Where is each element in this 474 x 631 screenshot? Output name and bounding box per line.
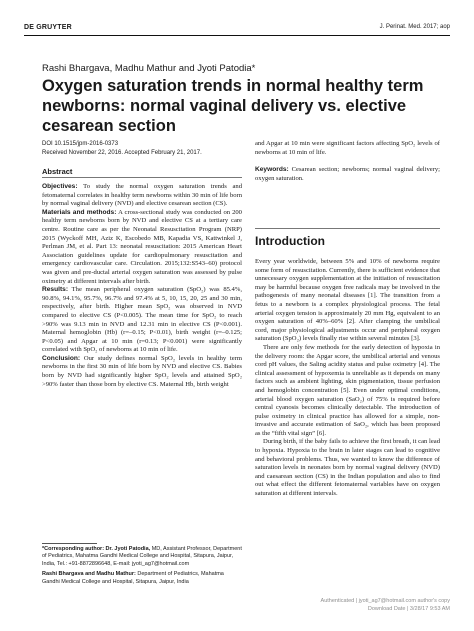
abstract-body [42, 183, 242, 389]
coauthor-label: Rashi Bhargava and Madhu Mathur: [42, 571, 136, 578]
objectives-label: Objectives: [42, 183, 78, 190]
abstract-conclusion [42, 355, 242, 389]
download-watermark [321, 597, 450, 613]
abstract-results [42, 286, 242, 355]
abstract-continuation [255, 140, 440, 183]
footnotes [42, 546, 242, 589]
introduction-heading: Introduction [255, 234, 325, 248]
doi[interactable]: DOI 10.1515/jpm-2016-0373 [42, 141, 119, 147]
watermark-authenticated: Authenticated | jyoti_ag7@hotmail.com author's copy [320, 598, 450, 604]
conclusion-label: Conclusion: [42, 354, 81, 362]
publisher-name: DE GRUYTER [24, 24, 72, 31]
objectives-text: To study the normal oxygen saturation trends and fetomaternal correlates in healthy term newborns within 30 min of life born by normal vaginal delivery (NVD) and elective cesarean section (CS). [42, 183, 242, 208]
coauthor-affiliation-text: Department of Pediatrics, Mahatma Gandhi Medical College and Hospital, Sitapura, Jaipur, India [42, 571, 224, 585]
received-accepted-dates: Received November 22, 2016. Accepted February 21, 2017. [42, 149, 202, 156]
article-title: Oxygen saturation trends in normal healthy term newborns: normal vaginal delivery vs. elective cesarean section [42, 77, 424, 135]
intro-paragraph: Every year worldwide, between 5% and 10% of newborns require some form of resuscitation. Currently, there is sufficient evidence that unnecessary oxygen supplementation at the initiation of resuscitation may be harmful because oxygen free radicals may be involved in the pathogenesis of many neonatal diseases [1]. The transition from a fetus to a newborn is a complex physiological process. The fetal arterial oxygen tension is approximately 20 mm Hg, equivalent to an oxygen saturation of 40%–60% [2]. After clamping the umbilical cord, major physiological adjustments occur and peripheral oxygen saturation (SpO₂) levels finally rise within several minutes [3]. [255, 258, 440, 343]
introduction-divider [255, 228, 440, 229]
results-text: The mean peripheral oxygen saturation (SpO₂) was 85.4%, 90.8%, 94.1%, 95.7%, 96.7% and 97.4% at 5, 10, 15, 20, 25 and 30 min, respectively, after birth. Higher mean SpO₂ was observed in NVD compared to elective CS (P<0.005). The mean time for SpO₂ to reach >90% was 9.13 min in NVD and 12.31 min in elective CS (P<0.001). Maternal hemoglobin (Hb) (r=–0.15; P<0.01), birth weight (r=–0.125; P<0.05) and Apgar at 10 min (r=0.13; P<0.001) were significantly correlated with SpO₂ of newborns at 10 min of life. [42, 286, 242, 354]
author-list: Rashi Bhargava, Madhu Mathur and Jyoti Patodia* [42, 63, 256, 74]
results-label: Results: [42, 286, 69, 294]
article-meta [42, 140, 242, 157]
journal-citation: J. Perinat. Med. 2017; aop [379, 24, 450, 30]
header-divider [24, 35, 450, 36]
watermark-download-date: Download Date | 3/28/17 9:53 AM [367, 606, 450, 612]
coauthor-affiliation-note [42, 571, 242, 586]
abstract-methods [42, 209, 242, 286]
conclusion-text: Our study defines normal SpO₂ levels in healthy term newborns in the first 30 min of life born by NVD and elective CS. Babies born by NVD had significantly higher SpO₂ levels and attained SpO₂ >90% faster than those born by elective CS. Maternal Hb, birth weight [42, 354, 242, 388]
corresponding-author-note [42, 546, 242, 568]
footnote-divider [42, 543, 97, 544]
conclusion-continued: and Apgar at 10 min were significant factors affecting SpO₂ levels of newborns at 10 min of life. [255, 140, 440, 156]
corresponding-author-text: MD, Assistant Professor, Department of Pediatrics, Mahatma Gandhi Medical College and Hospital, Sitapura, Jaipur, India, Tel.: +91-8872896648, E-mail: jyoti_ag7@hotmail.com [42, 546, 242, 567]
running-header [24, 20, 450, 34]
abstract-heading: Abstract [42, 167, 73, 176]
intro-paragraph: During birth, if the baby fails to achieve the first breath, it can lead to hypoxia. Hypoxia to the brain in later stages can lead to cognitive and behavioral problems. Thus, we wanted to know the difference of saturation levels in neonates born by normal vaginal delivery (NVD) and caesarean section (CS) in the Indian population and also to find out what effect the different fetomaternal variables have on oxygen saturation at different intervals. [255, 438, 440, 498]
intro-paragraph: There are only few methods for the early detection of hypoxia in the delivery room: the Apgar score, the umbilical arterial and venous cord pH values, the Saling acidity status and pulse oximetry [4]. The clinical assessment of hypoxemia is unreliable as it depends on many factors such as ambient lighting, skin pigmentation, tissue perfusion and hemoglobin concentration [5]. Even under optimal conditions, arterial blood oxygen saturation (SaO₂) of 75% is required before central cyanosis becomes clinically detectable. The introduction of pulse oximetry in clinical practice has allowed for a simple, non-invasive and accurate estimation of SaO₂, which has been proposed as the “fifth vital sign” [6]. [255, 343, 440, 437]
keywords-label: Keywords: [255, 166, 289, 174]
corresponding-author-label: *Corresponding author: Dr. Jyoti Patodia, [42, 546, 151, 552]
keywords-text: Cesarean section; newborns; normal vaginal delivery; oxygen saturation. [255, 166, 440, 182]
methods-label: Materials and methods: [42, 208, 117, 216]
abstract-objectives [42, 183, 242, 209]
keywords [255, 166, 440, 183]
introduction-body [255, 258, 440, 499]
abstract-divider [42, 177, 242, 178]
methods-text: A cross-sectional study was conducted on 200 healthy term newborns born by NVD and elective CS at a tertiary care centre. Routine care as per the Neonatal Resuscitation Program (NRP) 2015 (Wyckoff MH, Aziz K, Escobedo MB, Kapadia VS, Kattwinkel J, Perlman JM, et al. Part 13: neonatal resuscitation: 2015 American Heart Association guidelines update for cardiopulmonary resuscitation and emergency cardiovascular care. Circulation. 2015;132:S543–60) protocol was given and pre-ductal arterial oxygen saturation was assessed by pulse oximetry at different intervals after birth. [42, 208, 242, 285]
